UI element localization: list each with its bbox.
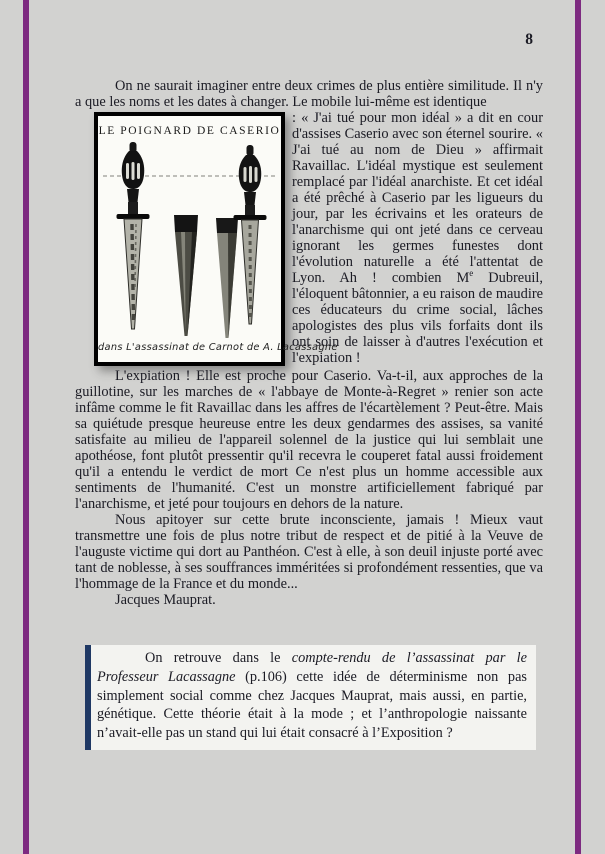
page-border-left (23, 0, 29, 854)
page-border-right (575, 0, 581, 854)
paragraph-3: Nous apitoyer sur cette brute inconsciente, jamais ! Mieux vaut transmettre une fois de plus notre tribut de respect et de pitié à la Veuve de l'auguste victime qui dort au Panthéon. C'est à elle, à son deuil injuste porté avec tant de noblesse, à ses souffrances imméritées si profondément ressenties, que va l'hommage de la France et du monde... (75, 512, 543, 592)
superscript-e: e (469, 268, 474, 279)
paragraph-1-wrap-text-a: : « J'ai tué pour mon idéal » a dit en cour d'assises Caserio avec son éternel sourire. « J'ai tué au nom de Dieu » affirmait Ravaillac. L'idéal mystique est seulement remplacé par l'idéal anarchiste. Et cet idéal a été prêché à Caserio par les ligueurs du jour, par les écrivains et les orateurs de l'anarchisme qui ont jeté dans ce cerveau ignorant les germes funestes dont l'évolution naturelle a été l'attentat de Lyon. Ah ! combien M (292, 110, 543, 286)
paragraph-1-wrap-text-b: Dubreuil, l'éloquent bâtonnier, a eu raison de maudire ces éducateurs du crime social, lâches apologistes des plus vils forfaits dont ils ont soin de laisser à d'autres l'exécution et l'expiation ! (292, 270, 543, 366)
paragraph-1-lead: On ne saurait imaginer entre deux crimes de plus entière similitude. Il n'y a que les noms et les dates à changer. Le mobile lui-même est identique (75, 78, 543, 110)
note-italic-reference: compte-rendu de l’assassinat par le Professeur Lacassagne (97, 650, 527, 685)
figure-title: LE POIGNARD DE CASERIO (98, 125, 281, 137)
daggers-illustration (98, 139, 281, 339)
note-suffix: (p.106) cette idée de déterminisme non pas simplement social comme chez Jacques Mauprat, mais aussi, en partie, génétique. Cette théorie était à la mode ; et l’anthropologie naissante n’avait-elle pas un stand qui lui était consacré à l’Exposition ? (97, 668, 527, 742)
editor-note-box (85, 645, 536, 750)
paragraph-1-wrap-block (75, 110, 543, 366)
figure-caption: dans L'assassinat de Carnot de A. Lacassagne (98, 342, 338, 353)
author-signature: Jacques Mauprat. (115, 592, 216, 608)
note-prefix: On retrouve dans le (145, 650, 292, 666)
article-content (75, 78, 543, 750)
page-number: 8 (525, 31, 533, 48)
paragraph-2: L'expiation ! Elle est proche pour Caserio. Va-t-il, aux approches de la guillotine, sur les marches de « l'abbaye de Monte-à-Regret » renier son acte infâme comme le fit Ravaillac dans les affres de l'écartèlement ? Peut-être. Mais sa quiétude presque heureuse entre les deux gendarmes des assises, sa vanité satisfaite au milieu de l'appareil solennel de la justice qui lui semblait une apothéose, font plutôt pressentir qu'il recevra le couperet fatal aussi froidement qu'il a entendu le verdict de mort Ce n'est plus un homme accessible aux sentiments de l'humanité. C'est un monstre artificiellement fabriqué par l'anarchisme, et jeté pour toujours en dehors de la nature. (75, 368, 543, 512)
caserio-dagger-figure (94, 112, 338, 366)
note-text (97, 649, 527, 743)
